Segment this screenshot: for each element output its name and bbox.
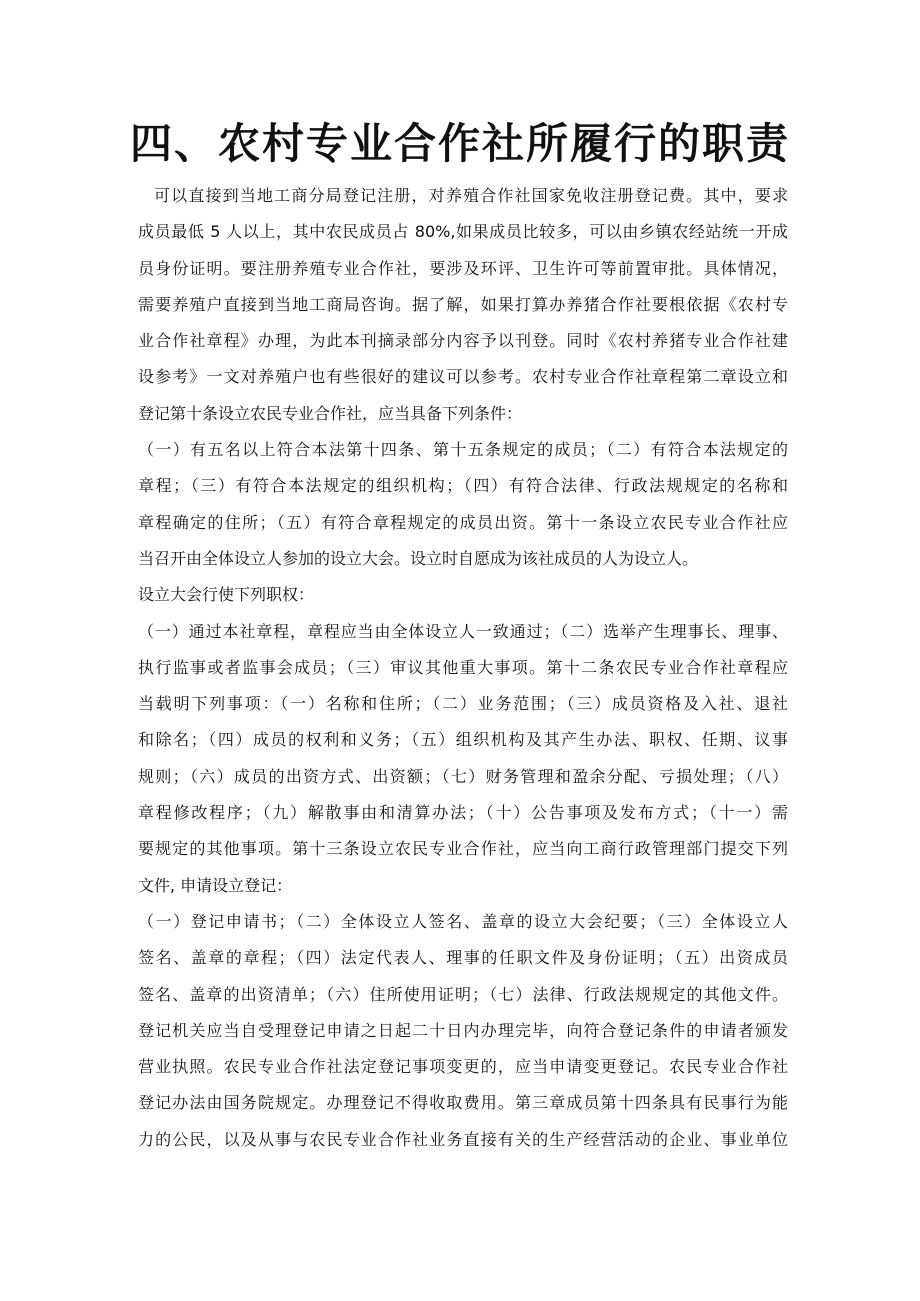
text-line: 设立大会行使下列职权： — [138, 585, 315, 605]
text-line: 和除名；（四）成员的权利和义务；（五）组织机构及其产生办法、职权、任期、议事 — [138, 730, 788, 750]
text-line: （一）通过本社章程，章程应当由全体设立人一致通过；（二）选举产生理事长、理事、 — [138, 621, 788, 641]
text-line: 营业执照。农民专业合作社法定登记事项变更的，应当申请变更登记。农民专业合作社 — [138, 1057, 788, 1077]
text-line: 章程修改程序；（九）解散事由和清算办法；（十）公告事项及发布方式；（十一）需 — [138, 803, 788, 823]
text-line: （一）有五名以上符合本法第十四条、第十五条规定的成员；（二）有符合本法规定的 — [138, 440, 788, 460]
text-line: 当召开由全体设立人参加的设立大会。设立时自愿成为该社成员的人为设立人。 — [138, 548, 699, 568]
text-line: 章程确定的住所；（五）有符合章程规定的成员出资。第十一条设立农民专业合作社应 — [138, 512, 788, 532]
text-line: 登记机关应当自受理登记申请之日起二十日内办理完毕，向符合登记条件的申请者颁发 — [138, 1020, 788, 1040]
text-line: 成员最低 5 人以上，其中农民成员占 80%,如果成员比较多，可以由乡镇农经站统一开成 — [138, 222, 788, 242]
text-line: 需要养殖户直接到当地工商局咨询。据了解，如果打算办养猪合作社要根依据《农村专 — [138, 294, 788, 314]
text-line: 力的公民，以及从事与农民专业合作社业务直接有关的生产经营活动的企业、事业单位 — [138, 1129, 788, 1149]
document-title: 四、农村专业合作社所履行的职责 — [129, 119, 790, 168]
text-line: 章程；（三）有符合本法规定的组织机构；（四）有符合法律、行政法规规定的名称和 — [138, 476, 788, 496]
text-line: 签名、盖章的章程；（四）法定代表人、理事的任职文件及身份证明；（五）出资成员 — [138, 948, 788, 968]
text-line: 业合作社章程》办理，为此本刊摘录部分内容予以刊登。同时《农村养猪专业合作社建 — [138, 331, 788, 351]
text-line: 设参考》一文对养殖户也有些很好的建议可以参考。农村专业合作社章程第二章设立和 — [138, 367, 788, 387]
text-line: 登记第十条设立农民专业合作社，应当具备下列条件： — [138, 403, 523, 423]
text-line: 员身份证明。要注册养殖专业合作社，要涉及环评、卫生许可等前置审批。具体情况， — [138, 258, 788, 278]
document-body — [138, 178, 788, 1158]
text-line: 可以直接到当地工商分局登记注册，对养殖合作社国家免收注册登记费。其中，要求 — [154, 186, 788, 205]
text-line: 登记办法由国务院规定。办理登记不得收取费用。第三章成员第十四条具有民事行为能 — [138, 1093, 788, 1113]
text-line: 要规定的其他事项。第十三条设立农民专业合作社，应当向工商行政管理部门提交下列 — [138, 839, 788, 859]
text-line: 签名、盖章的出资清单；（六）住所使用证明；（七）法律、行政法规规定的其他文件。 — [138, 984, 788, 1004]
text-line: 文件, 申请设立登记： — [138, 875, 293, 895]
text-line: 执行监事或者监事会成员；（三）审议其他重大事项。第十二条农民专业合作社章程应 — [138, 657, 788, 677]
text-line: 规则；（六）成员的出资方式、出资额；（七）财务管理和盈余分配、亏损处理；（八） — [138, 766, 788, 786]
text-line: 当载明下列事项：（一）名称和住所；（二）业务范围；（三）成员资格及入社、退社 — [138, 694, 788, 714]
text-line: （一）登记申请书；（二）全体设立人签名、盖章的设立大会纪要；（三）全体设立人 — [138, 911, 788, 931]
